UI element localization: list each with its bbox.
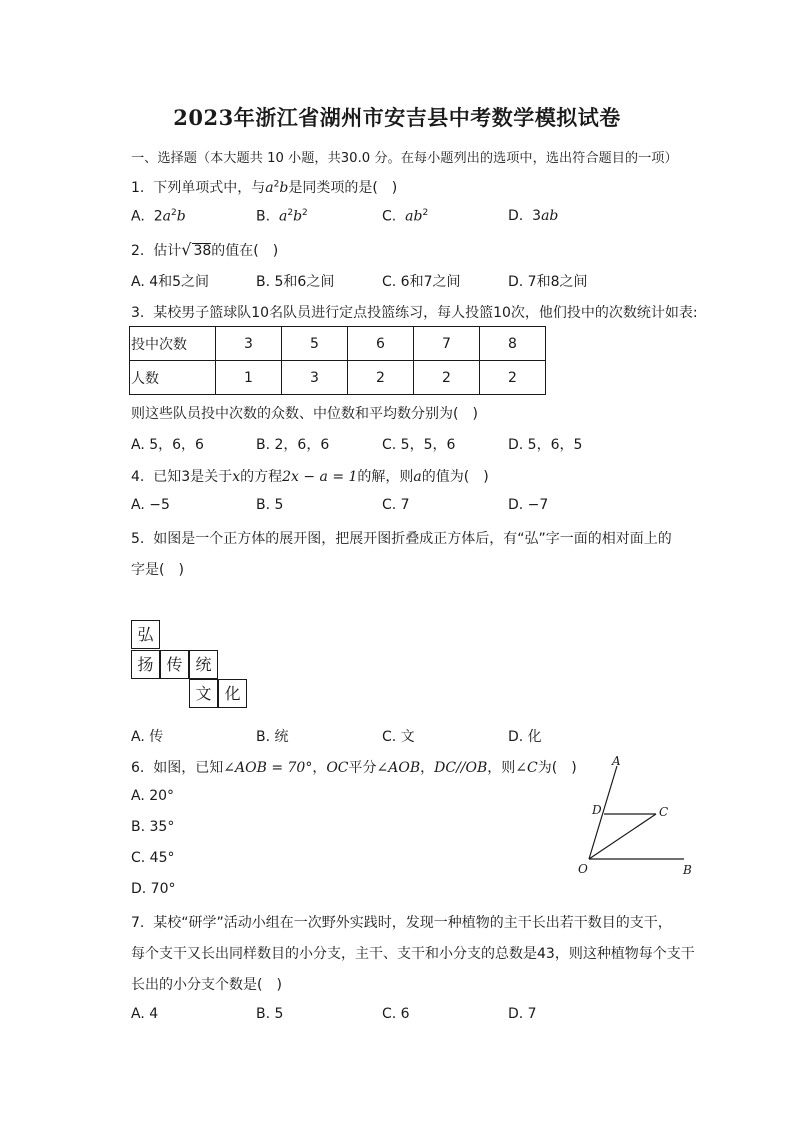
table-header-cell: 人数	[130, 361, 216, 395]
page-title: 2023年浙江省湖州市安吉县中考数学模拟试卷	[173, 105, 621, 130]
question-number: 5.	[131, 531, 145, 547]
question-5-line2: 字是( )	[131, 562, 184, 578]
table-cell: 2	[414, 361, 480, 395]
radicand: 38	[193, 243, 212, 259]
option-c[interactable]: C. 45°	[131, 850, 175, 866]
math-var: b	[176, 208, 186, 225]
table-cell: 7	[414, 327, 480, 361]
question-7-line3: 长出的小分支个数是( )	[131, 977, 282, 993]
table-cell: 1	[216, 361, 282, 395]
label-c: C	[659, 805, 669, 819]
option-a[interactable]	[131, 208, 186, 225]
math-exponent: 2	[170, 208, 177, 218]
question-text: 某校男子篮球队10名队员进行定点投篮练习，每人投篮10次，他们投中的次数统计如表:	[153, 305, 698, 321]
math-var: b	[279, 180, 289, 196]
math-var: b	[293, 208, 303, 225]
option-b[interactable]: B. 5	[256, 497, 284, 513]
math-expr: ∠AOB = 70°	[223, 760, 313, 776]
option-d[interactable]: D. −7	[508, 497, 549, 513]
label-a: A	[612, 754, 621, 768]
math-expr: ∠C	[515, 760, 538, 776]
math-var: b	[549, 208, 559, 224]
math-var: a	[541, 208, 550, 224]
q5-options	[131, 726, 691, 746]
option-c[interactable]: C. 6和7之间	[382, 274, 461, 290]
option-d[interactable]	[508, 208, 558, 224]
option-a[interactable]: A. 传	[131, 729, 164, 745]
math-exponent: 2	[302, 208, 308, 218]
math-var: a	[278, 208, 288, 225]
question-2	[131, 240, 278, 260]
question-number: 3.	[131, 305, 145, 321]
option-b[interactable]: B. 5和6之间	[256, 274, 335, 290]
option-b[interactable]	[256, 208, 308, 225]
question-text: 已知3是关于	[153, 469, 233, 485]
option-c[interactable]: C. 6	[382, 1006, 410, 1022]
option-c[interactable]: C. 7	[382, 497, 410, 513]
question-text: 是同类项的是( )	[288, 180, 398, 196]
option-label: D.	[508, 208, 524, 224]
option-b[interactable]: B. 35°	[131, 819, 175, 835]
math-coef: 3	[532, 208, 542, 224]
option-label: A.	[131, 208, 145, 225]
question-text: 估计	[153, 243, 182, 259]
question-1	[131, 177, 397, 197]
cube-net-figure	[131, 620, 251, 710]
question-number: 6.	[131, 760, 145, 776]
option-c[interactable]	[382, 208, 428, 225]
table-cell: 8	[480, 327, 546, 361]
stats-table	[129, 326, 546, 395]
label-b: B	[683, 863, 692, 877]
question-number: 7.	[131, 915, 145, 931]
option-c[interactable]: C. 文	[382, 729, 415, 745]
math-var: x	[232, 469, 241, 485]
geometry-figure	[572, 752, 698, 878]
table-row	[130, 361, 546, 395]
question-4	[131, 466, 489, 486]
math-var: b	[413, 208, 423, 225]
section-heading: 一、选择题（本大题共 10 小题，共30.0 分。在每小题列出的选项中，选出符合题目的一项）	[131, 151, 678, 166]
q7-options	[131, 1006, 691, 1026]
segment-oc	[589, 814, 656, 859]
math-var: a	[265, 180, 274, 196]
option-b[interactable]: B. 5	[256, 1006, 284, 1022]
question-number: 4.	[131, 469, 145, 485]
option-label: C.	[382, 208, 397, 225]
question-text: ，	[420, 760, 435, 776]
table-row	[130, 327, 546, 361]
option-a[interactable]: A. −5	[131, 497, 170, 513]
q4-options	[131, 497, 691, 517]
math-coef: 2	[153, 208, 163, 225]
math-var: a	[162, 208, 171, 225]
option-b[interactable]: B. 2，6，6	[256, 437, 330, 453]
math-exponent: 2	[287, 208, 294, 218]
net-face: 文	[189, 679, 218, 708]
net-face: 弘	[131, 620, 160, 649]
table-cell: 6	[348, 327, 414, 361]
net-face: 统	[189, 650, 218, 679]
option-a[interactable]: A. 5，6，6	[131, 437, 204, 453]
question-text: 如图是一个正方体的展开图，把展开图折叠成正方体后，有“弘”字一面的相对面上的	[153, 531, 672, 547]
table-cell: 2	[348, 361, 414, 395]
question-7	[131, 912, 672, 932]
option-label: B.	[256, 208, 271, 225]
table-cell: 3	[282, 361, 348, 395]
question-number: 2.	[131, 243, 145, 259]
question-text: 如图，已知	[153, 760, 224, 776]
option-a[interactable]: A. 20°	[131, 788, 175, 804]
option-d[interactable]: D. 7	[508, 1006, 537, 1022]
math-expr: DC//OB	[434, 760, 488, 776]
math-equation: 2x − a = 1	[282, 469, 358, 485]
question-3	[131, 302, 698, 322]
label-o: O	[578, 862, 588, 876]
q1-options	[131, 208, 691, 228]
table-cell: 3	[216, 327, 282, 361]
question-text: 下列单项式中，与	[153, 180, 266, 196]
radical-sign: √	[181, 240, 192, 259]
table-cell: 5	[282, 327, 348, 361]
option-d[interactable]: D. 5，6，5	[508, 437, 583, 453]
net-face: 传	[160, 650, 189, 679]
question-text: 平分	[348, 760, 377, 776]
net-face: 化	[218, 679, 247, 708]
q3-options	[131, 434, 691, 454]
option-b[interactable]: B. 统	[256, 729, 289, 745]
math-var: a	[413, 469, 422, 485]
question-number: 1.	[131, 180, 145, 196]
table-cell: 2	[480, 361, 546, 395]
option-c[interactable]: C. 5，5，6	[382, 437, 456, 453]
math-exponent: 2	[422, 208, 429, 218]
math-exponent: 2	[273, 179, 280, 190]
question-5	[131, 528, 672, 548]
option-d[interactable]: D. 化	[508, 729, 542, 745]
question-6	[131, 757, 577, 777]
option-d[interactable]: D. 7和8之间	[508, 274, 588, 290]
question-text: 的值为( )	[421, 469, 489, 485]
table-header-cell: 投中次数	[130, 327, 216, 361]
option-a[interactable]: A. 4和5之间	[131, 274, 210, 290]
math-expr: ∠AOB	[376, 760, 421, 776]
question-3-prompt: 则这些队员投中次数的众数、中位数和平均数分别为( )	[131, 406, 478, 422]
math-expr: OC	[326, 760, 349, 776]
option-d[interactable]: D. 70°	[131, 881, 176, 897]
option-a[interactable]: A. 4	[131, 1006, 159, 1022]
question-text: 的值在( )	[211, 243, 279, 259]
q2-options	[131, 271, 691, 291]
question-text: ，	[312, 760, 327, 776]
question-text: 的解，则	[357, 469, 414, 485]
question-text: ，则	[487, 760, 516, 776]
question-text: 的方程	[240, 469, 283, 485]
question-text: 某校“研学”活动小组在一次野外实践时，发现一种植物的主干长出若干数目的支干，	[153, 915, 672, 931]
question-7-line2: 每个支干又长出同样数目的小分支，主干、支干和小分支的总数是43，则这种植物每个支干	[131, 946, 695, 962]
question-text: 为( )	[537, 760, 577, 776]
net-face: 扬	[131, 650, 160, 679]
label-d: D	[592, 803, 602, 817]
math-var: a	[405, 208, 414, 225]
